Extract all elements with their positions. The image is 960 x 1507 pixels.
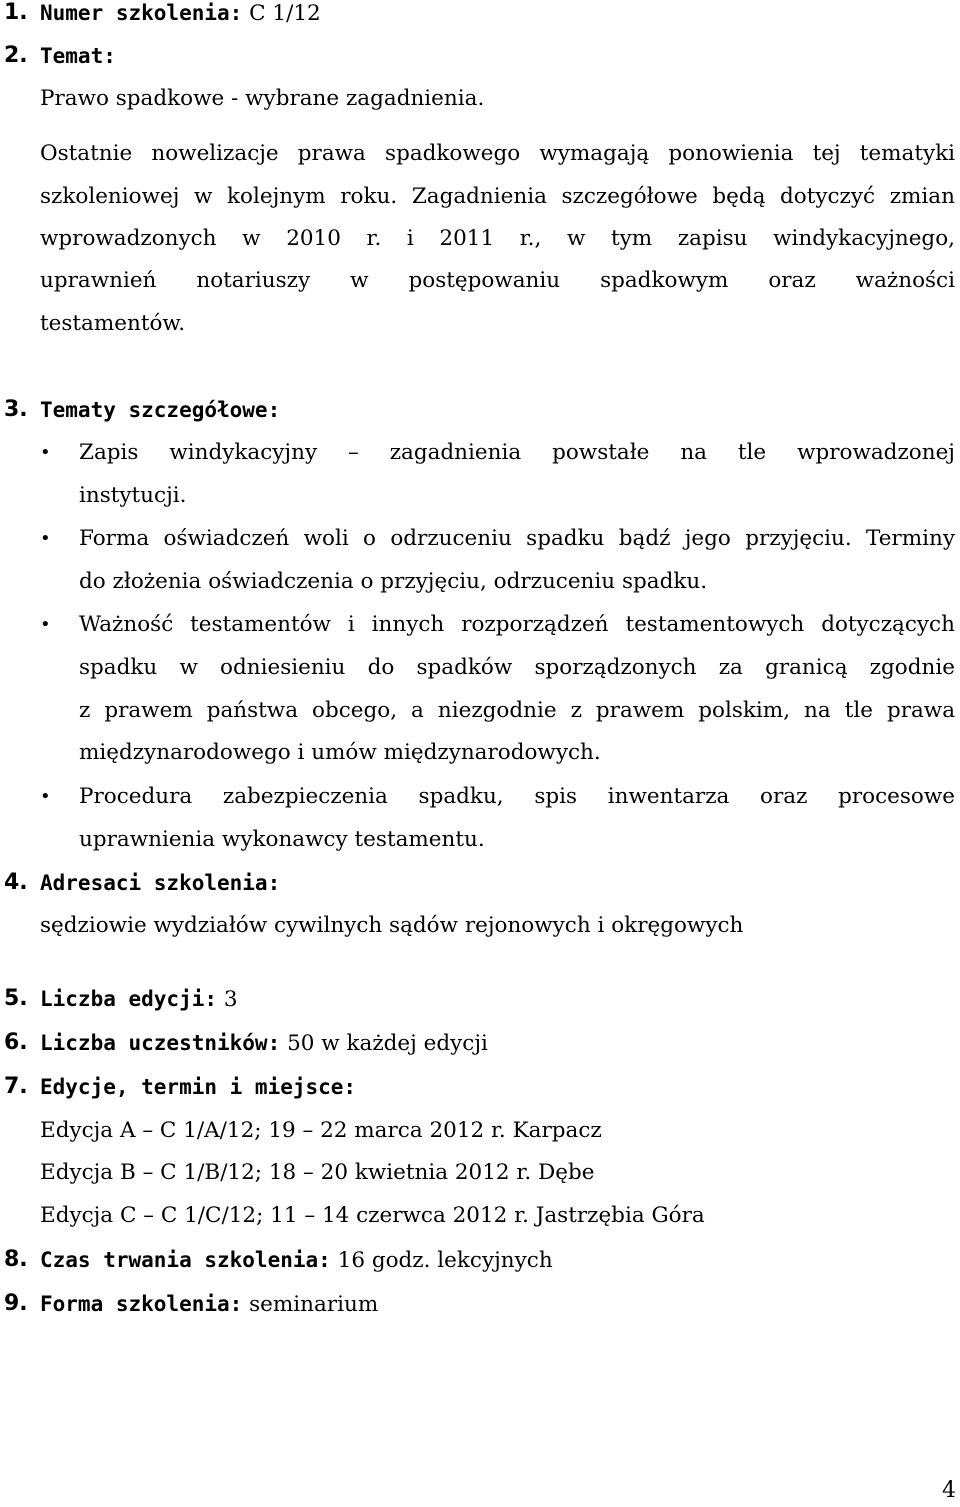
item-heading — [40, 984, 238, 1015]
bullet-line: Forma oświadczeń woli o odrzuceniu spadku bądź jego przyjęciu. Terminy — [79, 526, 955, 551]
bullet-icon: • — [40, 528, 51, 549]
bullet-line: Zapis windykacyjny – zagadnienia powstałe na tle wprowadzonej — [79, 440, 955, 465]
item-heading — [40, 1072, 356, 1103]
item-number: 3. — [4, 397, 28, 422]
topic-desc-line: Ostatnie nowelizacje prawa spadkowego wymagają ponowienia tej tematyki — [40, 141, 956, 166]
bullet-icon: • — [40, 442, 51, 463]
item-value: 16 godz. lekcyjnych — [337, 1248, 553, 1273]
item-label: Forma szkolenia: — [40, 1292, 243, 1316]
item-label: Liczba uczestników: — [40, 1031, 281, 1055]
bullet-line: instytucji. — [79, 483, 187, 508]
topic-desc-line: testamentów. — [40, 311, 186, 336]
item-value: 50 w każdej edycji — [287, 1031, 488, 1056]
item-heading — [40, 395, 280, 426]
item-number: 8. — [4, 1247, 28, 1272]
topic-subject: Prawo spadkowe - wybrane zagadnienia. — [40, 86, 485, 111]
item-label: Adresaci szkolenia: — [40, 871, 281, 895]
item-number: 5. — [4, 986, 28, 1011]
item-number: 4. — [4, 870, 28, 895]
bullet-line: Ważność testamentów i innych rozporządzeń testamentowych dotyczących — [79, 612, 955, 637]
edition-line: Edycja B – C 1/B/12; 18 – 20 kwietnia 2012 r. Dębe — [40, 1160, 595, 1185]
item-number: 6. — [4, 1030, 28, 1055]
item-number: 9. — [4, 1291, 28, 1316]
topic-desc-line: szkoleniowej w kolejnym roku. Zagadnienia szczegółowe będą dotyczyć zmian — [40, 184, 955, 209]
edition-line: Edycja C – C 1/C/12; 11 – 14 czerwca 2012 r. Jastrzębia Góra — [40, 1203, 705, 1228]
item-heading — [40, 868, 280, 899]
item-label: Tematy szczegółowe: — [40, 398, 281, 422]
bullet-line: międzynarodowego i umów międzynarodowych. — [79, 740, 601, 765]
page-number: 4 — [942, 1478, 956, 1503]
item-label: Liczba edycji: — [40, 987, 218, 1011]
edition-line: Edycja A – C 1/A/12; 19 – 22 marca 2012 r. Karpacz — [40, 1118, 602, 1143]
bullet-icon: • — [40, 786, 51, 807]
item-heading — [40, 1289, 378, 1320]
item-value: 3 — [223, 987, 238, 1012]
topic-desc-line: wprowadzonych w 2010 r. i 2011 r., w tym zapisu windykacyjnego, — [40, 226, 955, 251]
item-number: 2. — [4, 43, 28, 68]
item-heading — [40, 0, 321, 29]
bullet-icon: • — [40, 614, 51, 635]
item-label: Edycje, termin i miejsce: — [40, 1075, 357, 1099]
topic-desc-line: uprawnień notariuszy w postępowaniu spadkowym oraz ważności — [40, 268, 955, 293]
item-number: 1. — [4, 0, 28, 25]
item-heading — [40, 41, 116, 72]
item-label: Temat: — [40, 44, 116, 68]
addressees-text: sędziowie wydziałów cywilnych sądów rejonowych i okręgowych — [40, 913, 744, 938]
item-label: Czas trwania szkolenia: — [40, 1248, 331, 1272]
item-label: Numer szkolenia: — [40, 1, 243, 25]
item-heading — [40, 1028, 488, 1059]
item-number: 7. — [4, 1074, 28, 1099]
bullet-line: uprawnienia wykonawcy testamentu. — [79, 827, 485, 852]
bullet-line: spadku w odniesieniu do spadków sporządzonych za granicą zgodnie — [79, 655, 955, 680]
bullet-line: Procedura zabezpieczenia spadku, spis inwentarza oraz procesowe — [79, 784, 955, 809]
bullet-line: do złożenia oświadczenia o przyjęciu, odrzuceniu spadku. — [79, 569, 708, 594]
item-value: C 1/12 — [249, 1, 321, 26]
item-value: seminarium — [249, 1292, 379, 1317]
item-heading — [40, 1245, 553, 1276]
bullet-line: z prawem państwa obcego, a niezgodnie z prawem polskim, na tle prawa — [79, 698, 956, 723]
